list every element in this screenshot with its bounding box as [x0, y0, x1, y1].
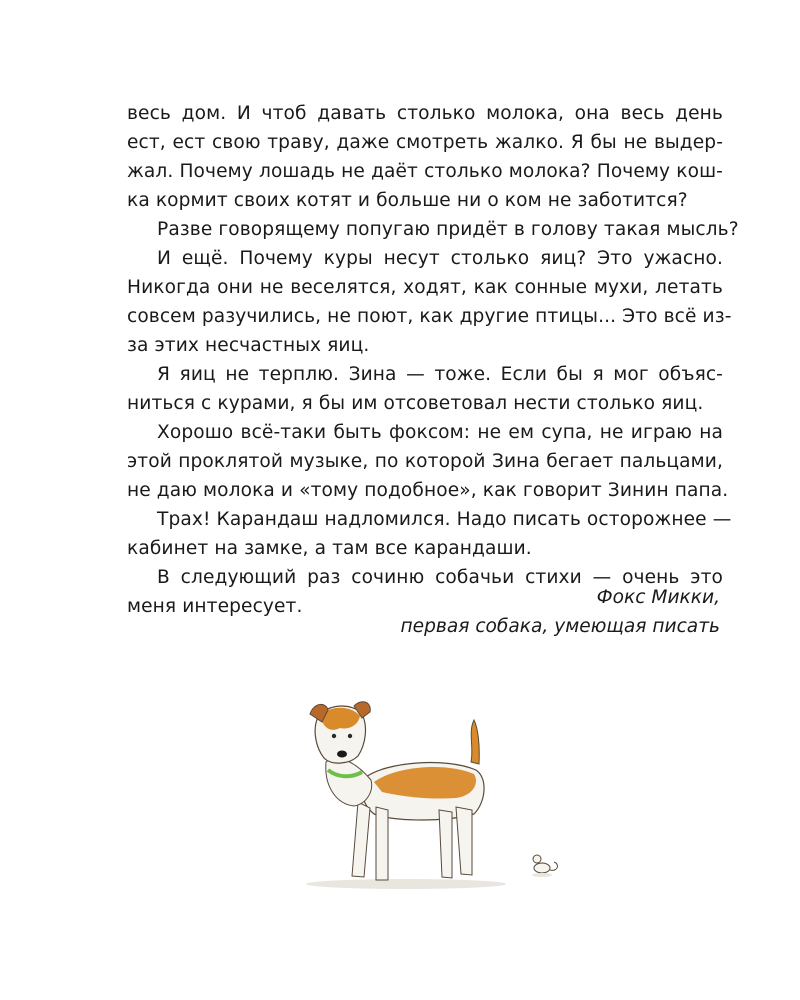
text-line: меня интересует.: [127, 596, 303, 617]
text-line: Никогда они не веселятся, ходят, как сонные мухи, летать: [127, 277, 723, 298]
text-line: И ещё. Почему куры несут столько яиц? Это ужасно.: [157, 248, 723, 269]
story-text: [127, 99, 739, 621]
signature: [400, 583, 720, 641]
text-line: за этих несчастных яиц.: [127, 335, 370, 356]
signature-title: первая собака, умеющая писать: [400, 616, 720, 637]
mouse-icon: [532, 855, 557, 877]
text-line: В следующий раз сочиню собачьи стихи — очень это: [157, 567, 723, 588]
text-line: жал. Почему лошадь не даёт столько молока? Почему кош-: [127, 161, 723, 182]
paragraph: [127, 99, 723, 215]
text-line: Я яиц не терплю. Зина — тоже. Если бы я мог объяс-: [157, 364, 723, 385]
text-line: Трах! Карандаш надломился. Надо писать осторожнее —: [157, 509, 732, 530]
signature-name: Фокс Микки,: [596, 587, 720, 608]
text-line: весь дом. И чтоб давать столько молока, она весь день: [127, 103, 723, 124]
paragraph: [127, 418, 729, 505]
text-line: совсем разучились, не поют, как другие птицы... Это всё из-: [127, 306, 732, 327]
text-line: ест, ест свою траву, даже смотреть жалко. Я бы не выдер-: [127, 132, 723, 153]
text-line: Разве говорящему попугаю придёт в голову такая мысль?: [157, 219, 739, 240]
text-line: ниться с курами, я бы им отсоветовал нести столько яиц.: [127, 393, 704, 414]
dog-icon: [306, 702, 506, 889]
text-line: Хорошо всё-таки быть фоксом: не ем супа, не играю на: [157, 422, 723, 443]
paragraph: [127, 215, 739, 244]
fox-terrier-illustration: [296, 692, 586, 892]
text-line: ка кормит своих котят и больше ни о ком не заботится?: [127, 190, 688, 211]
text-line: кабинет на замке, а там все карандаши.: [127, 538, 532, 559]
text-line: не даю молока и «тому подобное», как говорит Зинин папа.: [127, 480, 729, 501]
text-line: этой проклятой музыке, по которой Зина бегает пальцами,: [127, 451, 723, 472]
paragraph: [127, 505, 732, 563]
paragraph: [127, 244, 732, 360]
paragraph: [127, 360, 723, 418]
